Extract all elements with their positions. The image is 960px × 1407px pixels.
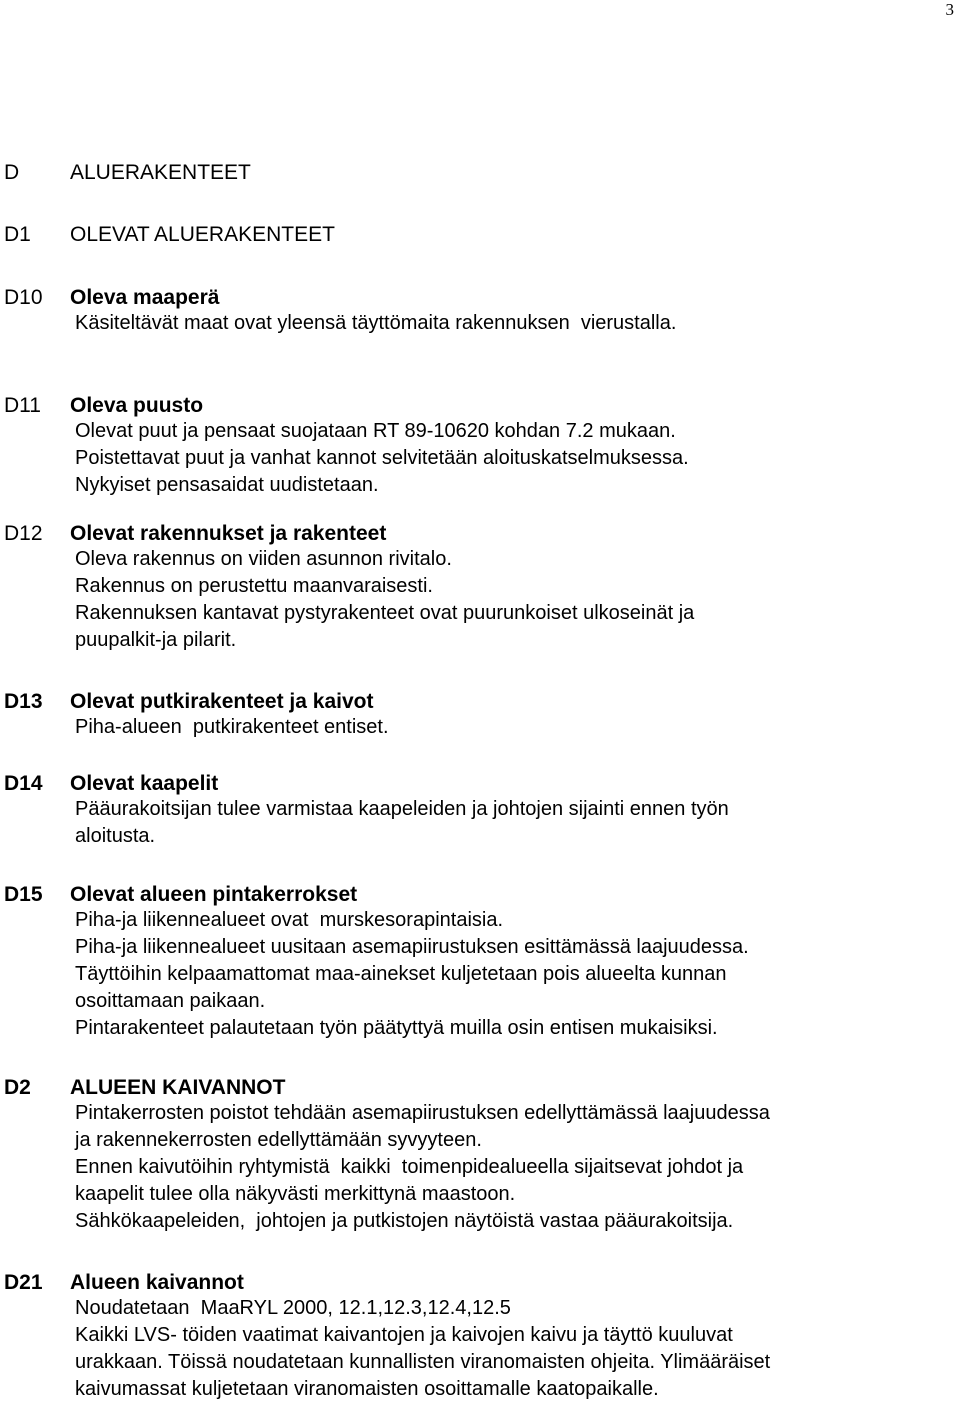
body-line: Pintarakenteet palautetaan työn päätyttyä muilla osin entisen mukaisiksi. [75, 1017, 718, 1039]
body-line: Ennen kaivutöihin ryhtymistä kaikki toimenpidealueella sijaitsevat johdot ja [75, 1156, 744, 1178]
section-body [75, 310, 954, 337]
section-title: Olevat kaapelit [70, 772, 219, 795]
section-title: Oleva puusto [70, 394, 204, 417]
body-line: ja rakennekerrosten edellyttämään syvyyteen. [75, 1129, 482, 1151]
section-code: D14 [4, 772, 43, 795]
section-title: Oleva maaperä [70, 286, 220, 309]
section-title: ALUERAKENTEET [70, 161, 251, 184]
body-line: Piha-ja liikennealueet ovat murskesorapintaisia. [75, 909, 504, 931]
section-body [75, 1100, 954, 1235]
body-line: Sähkökaapeleiden, johtojen ja putkistojen näytöistä vastaa pääurakoitsija. [75, 1210, 734, 1232]
section-code: D10 [4, 286, 43, 309]
section-title: ALUEEN KAIVANNOT [70, 1076, 286, 1099]
body-line: Pääurakoitsijan tulee varmistaa kaapeleiden ja johtojen sijainti ennen työn [75, 798, 729, 820]
section-body [75, 418, 954, 499]
section-code: D11 [4, 394, 41, 417]
section-code: D13 [4, 690, 43, 713]
section-body [75, 714, 954, 741]
body-line: Oleva rakennus on viiden asunnon rivitalo. [75, 548, 452, 570]
section-title: Alueen kaivannot [70, 1271, 244, 1294]
section-body [75, 1295, 954, 1403]
section-body [75, 907, 954, 1042]
page-number: 3 [945, 0, 954, 19]
body-line: Noudatetaan MaaRYL 2000, 12.1,12.3,12.4,12.5 [75, 1297, 511, 1319]
section-code: D15 [4, 883, 43, 906]
body-line: Käsiteltävät maat ovat yleensä täyttömaita rakennuksen vierustalla. [75, 312, 677, 334]
body-line: puupalkit-ja pilarit. [75, 629, 237, 651]
body-line: Täyttöihin kelpaamattomat maa-ainekset kuljetetaan pois alueelta kunnan [75, 963, 727, 985]
body-line: Rakennus on perustettu maanvaraisesti. [75, 575, 433, 597]
section-code: D [4, 161, 20, 184]
section-title: OLEVAT ALUERAKENTEET [70, 223, 335, 246]
section-title: Olevat putkirakenteet ja kaivot [70, 690, 374, 713]
section-code: D21 [4, 1271, 43, 1294]
body-line: Poistettavat puut ja vanhat kannot selvitetään aloituskatselmuksessa. [75, 447, 689, 469]
section-body [75, 796, 954, 850]
body-line: Olevat puut ja pensaat suojataan RT 89-10620 kohdan 7.2 mukaan. [75, 420, 676, 442]
body-line: kaivumassat kuljetetaan viranomaisten osoittamalle kaatopaikalle. [75, 1378, 659, 1400]
body-line: Nykyiset pensasaidat uudistetaan. [75, 474, 379, 496]
body-line: Kaikki LVS- töiden vaatimat kaivantojen ja kaivojen kaivu ja täyttö kuuluvat [75, 1324, 733, 1346]
body-line: Pintakerrosten poistot tehdään asemapiirustuksen edellyttämässä laajuudessa [75, 1102, 770, 1124]
section-code: D12 [4, 522, 43, 545]
body-line: Piha-alueen putkirakenteet entiset. [75, 716, 389, 738]
section-title: Olevat rakennukset ja rakenteet [70, 522, 387, 545]
body-line: osoittamaan paikaan. [75, 990, 266, 1012]
body-line: Rakennuksen kantavat pystyrakenteet ovat puurunkoiset ulkoseinät ja [75, 602, 695, 624]
section-title: Olevat alueen pintakerrokset [70, 883, 358, 906]
body-line: aloitusta. [75, 825, 156, 847]
section-code: D1 [4, 223, 31, 246]
body-line: kaapelit tulee olla näkyvästi merkittynä maastoon. [75, 1183, 516, 1205]
section-code: D2 [4, 1076, 31, 1099]
section-body [75, 546, 954, 654]
body-line: urakkaan. Töissä noudatetaan kunnallisten viranomaisten ohjeita. Ylimääräiset [75, 1351, 771, 1373]
body-line: Piha-ja liikennealueet uusitaan asemapiirustuksen esittämässä laajuudessa. [75, 936, 749, 958]
